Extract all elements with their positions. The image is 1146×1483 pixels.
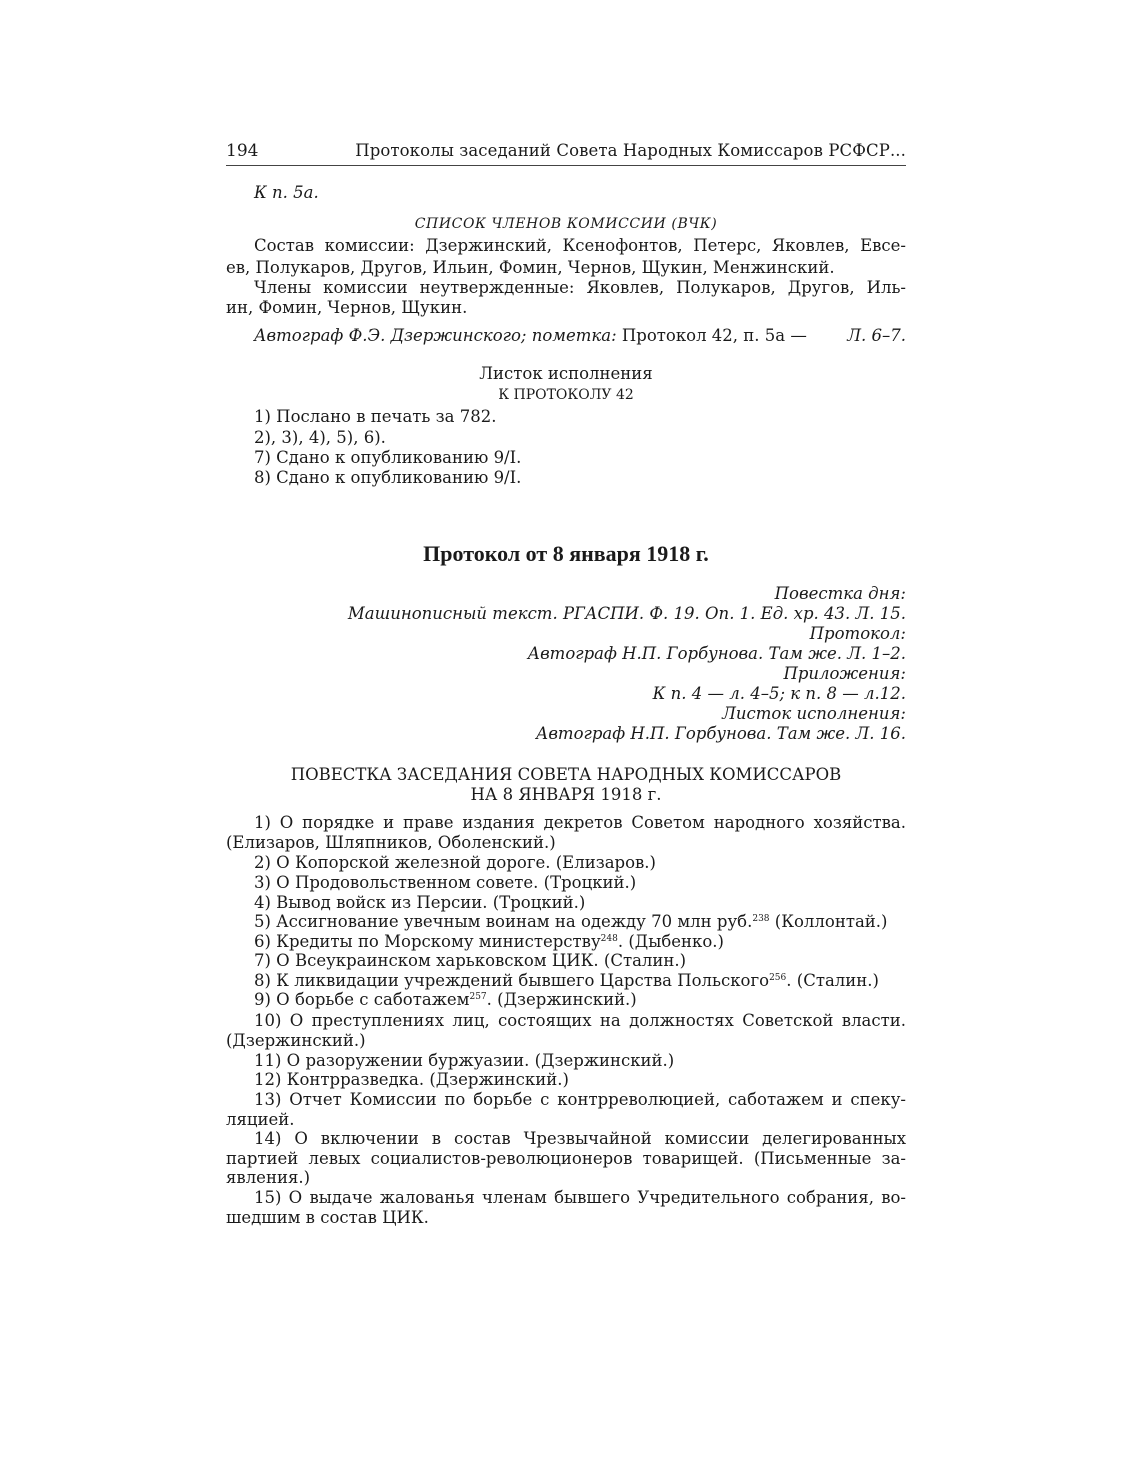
agenda-title-line-1: ПОВЕСТКА ЗАСЕДАНИЯ СОВЕТА НАРОДНЫХ КОМИССАРОВ xyxy=(290,765,842,784)
composition-line-1: Состав комиссии: Дзержинский, Ксенофонтов, Петерс, Яковлев, Евсе- xyxy=(254,236,906,255)
protocol-source-line: Машинописный текст. РГАСПИ. Ф. 19. Оп. 1. Ед. хр. 43. Л. 15. xyxy=(347,604,906,623)
protocol-title: Протокол от 8 января 1918 г. xyxy=(423,541,709,566)
execution-item: 2), 3), 4), 5), 6). xyxy=(254,428,386,447)
attachment-ref: К п. 5а. xyxy=(254,183,319,202)
agenda-item-8-speaker: . (Сталин.) xyxy=(786,971,879,990)
agenda-item-15-line-1: 15) О выдаче жалованья членам бывшего Учредительного собрания, во- xyxy=(254,1188,906,1207)
execution-item: 1) Послано в печать за 782. xyxy=(254,407,497,426)
execution-item: 8) Сдано к опубликованию 9/I. xyxy=(254,468,522,487)
composition-line-2: ев, Полукаров, Другов, Ильин, Фомин, Чернов, Щукин, Менжинский. xyxy=(226,258,835,277)
execution-sheet-title: Листок исполнения xyxy=(479,364,653,383)
agenda-item-9 xyxy=(254,990,637,1010)
agenda-item-1-line-1: 1) О порядке и праве издания декретов Советом народного хозяйства. xyxy=(254,813,906,832)
agenda-item-12: 12) Контрразведка. (Дзержинский.) xyxy=(254,1070,569,1089)
footnote-ref-238: 238 xyxy=(752,914,770,924)
commission-source xyxy=(254,326,807,346)
agenda-item-7: 7) О Всеукраинском харьковском ЦИК. (Сталин.) xyxy=(254,951,687,970)
agenda-item-8 xyxy=(254,971,879,991)
agenda-item-10-line-2: (Дзержинский.) xyxy=(226,1031,366,1050)
source-plain: Протокол 42, п. 5а — xyxy=(616,326,807,345)
footnote-ref-256: 256 xyxy=(769,973,787,983)
agenda-item-9-speaker: . (Дзержинский.) xyxy=(486,990,637,1009)
source-italic: Автограф Ф.Э. Дзержинского; пометка: xyxy=(254,326,617,345)
agenda-item-14-line-1: 14) О включении в состав Чрезвычайной комиссии делегированных xyxy=(254,1129,906,1148)
unconfirmed-line-1: Члены комиссии неутвержденные: Яковлев, Полукаров, Другов, Иль- xyxy=(254,278,906,297)
protocol-source-line: Автограф Н.П. Горбунова. Там же. Л. 1–2. xyxy=(527,644,906,663)
protocol-source-line: К п. 4 — л. 4–5; к п. 8 — л.12. xyxy=(652,684,906,703)
agenda-item-5-speaker: (Коллонтай.) xyxy=(769,912,888,931)
page-number: 194 xyxy=(226,141,259,161)
protocol-source-line: Повестка дня: xyxy=(774,584,906,603)
agenda-item-6 xyxy=(254,932,724,952)
agenda-item-13-line-1: 13) Отчет Комиссии по борьбе с контрреволюцией, саботажем и спеку- xyxy=(254,1090,906,1109)
agenda-item-9-text: 9) О борьбе с саботажем xyxy=(254,990,470,1009)
unconfirmed-line-2: ин, Фомин, Чернов, Щукин. xyxy=(226,298,468,317)
running-title: Протоколы заседаний Совета Народных Комиссаров РСФСР... xyxy=(355,141,906,160)
execution-sheet-subtitle: К ПРОТОКОЛУ 42 xyxy=(498,387,634,403)
footnote-ref-257: 257 xyxy=(469,992,487,1002)
source-sheet: Л. 6–7. xyxy=(847,326,906,345)
agenda-item-6-text: 6) Кредиты по Морскому министерству xyxy=(254,932,601,951)
agenda-item-3: 3) О Продовольственном совете. (Троцкий.) xyxy=(254,873,637,892)
agenda-item-14-line-3: явления.) xyxy=(226,1168,311,1187)
agenda-item-10-line-1: 10) О преступлениях лиц, состоящих на должностях Советской власти. xyxy=(254,1011,906,1030)
agenda-item-5-text: 5) Ассигнование увечным воинам на одежду 70 млн руб. xyxy=(254,912,753,931)
execution-item: 7) Сдано к опубликованию 9/I. xyxy=(254,448,522,467)
agenda-title-line-2: НА 8 ЯНВАРЯ 1918 г. xyxy=(470,785,662,804)
agenda-item-14-line-2: партией левых социалистов-революционеров товарищей. (Письменные за- xyxy=(226,1149,906,1168)
agenda-item-5 xyxy=(254,912,887,932)
agenda-item-2: 2) О Копорской железной дороге. (Елизаров.) xyxy=(254,853,656,872)
protocol-source-line: Протокол: xyxy=(809,624,906,643)
protocol-source-line: Приложения: xyxy=(783,664,906,683)
footnote-ref-248: 248 xyxy=(600,934,618,944)
agenda-item-1-line-2: (Елизаров, Шляпников, Оболенский.) xyxy=(226,833,556,852)
commission-list-title: СПИСОК ЧЛЕНОВ КОМИССИИ (ВЧК) xyxy=(414,216,718,232)
agenda-item-8-text: 8) К ликвидации учреждений бывшего Царства Польского xyxy=(254,971,770,990)
protocol-source-line: Автограф Н.П. Горбунова. Там же. Л. 16. xyxy=(535,724,906,743)
agenda-item-13-line-2: ляцией. xyxy=(226,1110,295,1129)
agenda-item-6-speaker: . (Дыбенко.) xyxy=(617,932,724,951)
agenda-item-11: 11) О разоружении буржуазии. (Дзержинский.) xyxy=(254,1051,675,1070)
agenda-item-4: 4) Вывод войск из Персии. (Троцкий.) xyxy=(254,893,586,912)
protocol-source-line: Листок исполнения: xyxy=(722,704,906,723)
text-column xyxy=(226,0,906,1483)
agenda-item-15-line-2: шедшим в состав ЦИК. xyxy=(226,1208,429,1227)
